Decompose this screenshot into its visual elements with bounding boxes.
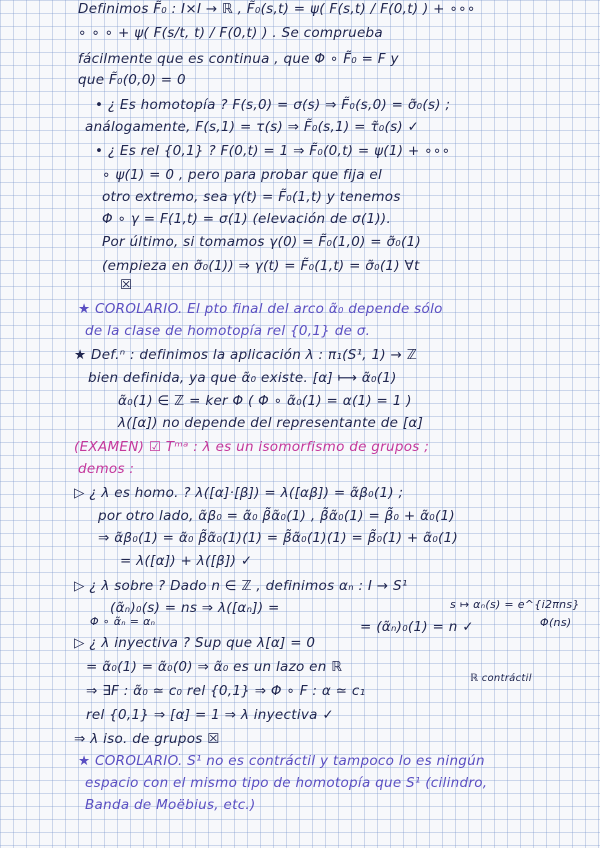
- note-line: (α̃ₙ)₀(s) = ns ⇒ λ([αₙ]) =: [110, 600, 280, 616]
- note-line: ∘ ψ(1) = 0 , pero para probar que fija el: [102, 167, 383, 183]
- note-line: fácilmente que es continua , que Φ ∘ F̃₀ = F y: [78, 51, 399, 67]
- note-line: Φ ∘ γ = F(1,t) = σ(1) (elevación de σ(1)).: [102, 211, 392, 227]
- note-line: otro extremo, sea γ(t) = F̃₀(1,t) y tenemos: [102, 189, 401, 205]
- definition-heading: ★ Def.ⁿ : definimos la aplicación λ : π₁(S¹, 1) → ℤ: [74, 347, 418, 363]
- note-line: = λ([α]) + λ([β]) ✓: [120, 553, 253, 569]
- note-line: Definimos F̃₀ : I×I → ℝ , F̃₀(s,t) = ψ( F(s,t) / F(0,t) ) + ∘∘∘: [78, 1, 476, 17]
- corollary-heading: ★ COROLARIO. S¹ no es contráctil y tampoco lo es ningún: [78, 753, 485, 769]
- note-line: • ¿ Es rel {0,1} ? F(0,t) = 1 ⇒ F̃₀(0,t) = ψ(1) + ∘∘∘: [95, 143, 451, 159]
- note-line: λ([α]) no depende del representante de [α]: [118, 415, 424, 431]
- corollary-heading: ★ COROLARIO. El pto final del arco α̃₀ depende sólo: [78, 301, 443, 317]
- note-line: ⇒ λ iso. de grupos ☒: [74, 731, 220, 747]
- note-line: = α̃₀(1) = α̃₀(0) ⇒ α̃₀ es un lazo en ℝ: [86, 659, 343, 675]
- note-line: Φ ∘ α̃ₙ = αₙ: [90, 615, 156, 628]
- note-line: Banda de Moëbius, etc.): [85, 797, 256, 813]
- note-line: de la clase de homotopía rel {0,1} de σ.: [85, 323, 371, 339]
- note-line: ⇒ ∃F : α̃₀ ≃ c₀ rel {0,1} ⇒ Φ ∘ F : α ≃ c₁: [86, 683, 366, 699]
- note-line: (empieza en σ̃₀(1)) ⇒ γ(t) = F̃₀(1,t) = σ̃₀(1) ∀t: [102, 258, 420, 274]
- note-line: • ¿ Es homotopía ? F(s,0) = σ(s) ⇒ F̃₀(s,0) = σ̃₀(s) ;: [95, 97, 451, 113]
- note-line: α̃₀(1) ∈ ℤ = ker Φ ( Φ ∘ α̃₀(1) = α(1) = 1 ): [118, 393, 412, 409]
- note-line: rel {0,1} ⇒ [α] = 1 ⇒ λ inyectiva ✓: [86, 707, 334, 723]
- note-line: s ↦ αₙ(s) = e^{i2πns}: [450, 598, 580, 611]
- note-line: ℝ contráctil: [470, 673, 532, 684]
- note-line: ▷ ¿ λ sobre ? Dado n ∈ ℤ , definimos αₙ : I → S¹: [74, 578, 408, 594]
- note-line: = (α̃ₙ)₀(1) = n ✓: [360, 619, 474, 635]
- note-line: análogamente, F(s,1) = τ(s) ⇒ F̃₀(s,1) = τ̃₀(s) ✓: [85, 119, 420, 135]
- note-line: ▷ ¿ λ es homo. ? λ([α]·[β]) = λ([αβ]) = α̃β₀(1) ;: [74, 485, 404, 501]
- note-line: Por último, si tomamos γ(0) = F̃₀(1,0) = σ̃₀(1): [102, 234, 422, 250]
- note-line: que F̃₀(0,0) = 0: [78, 72, 186, 88]
- note-line: espacio con el mismo tipo de homotopía que S¹ (cilindro,: [85, 775, 488, 791]
- qed-box: ☒: [120, 277, 133, 293]
- note-line: demos :: [78, 461, 135, 477]
- note-line: ▷ ¿ λ inyectiva ? Sup que λ[α] = 0: [74, 635, 316, 651]
- theorem-heading: (EXAMEN) ☑ Tᵐᵃ : λ es un isomorfismo de grupos ;: [74, 439, 430, 455]
- note-line: bien definida, ya que α̃₀ existe. [α] ⟼ α̃₀(1): [88, 370, 397, 386]
- note-line: por otro lado, α̃β₀ = α̃₀ β̃α̃₀(1) , β̃α̃₀(1) = β̃₀ + α̃₀(1): [98, 508, 456, 524]
- note-line: ⇒ α̃β₀(1) = α̃₀ β̃α̃₀(1)(1) = β̃α̃₀(1)(1) = β̃₀(1) + α̃₀(1): [98, 530, 459, 546]
- note-line: Φ(ns): [540, 616, 572, 629]
- note-line: ∘ ∘ ∘ + ψ( F(s/t, t) / F(0,t) ) . Se comprueba: [78, 25, 383, 41]
